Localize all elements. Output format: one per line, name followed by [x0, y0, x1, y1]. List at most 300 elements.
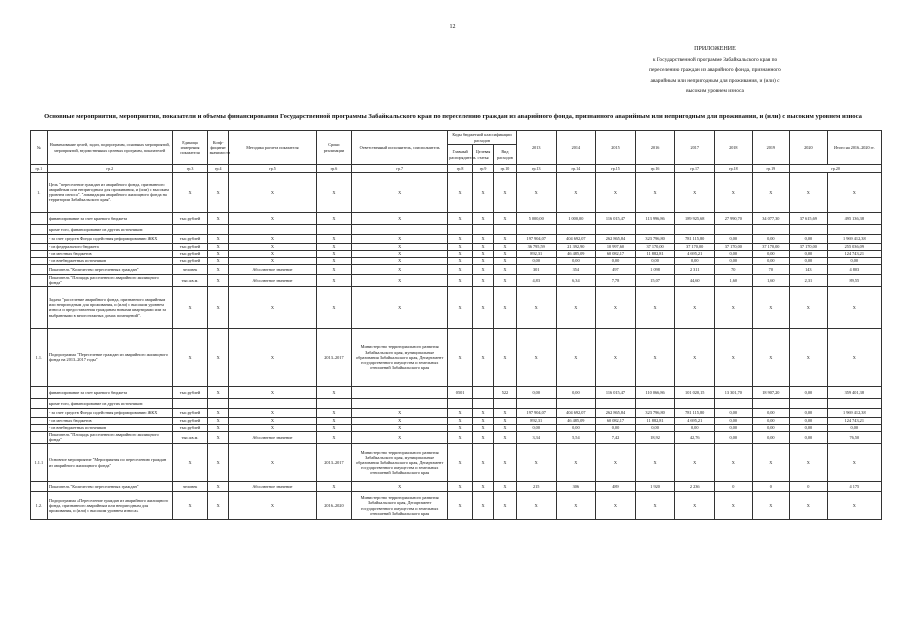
cell-year-value: X [715, 444, 753, 482]
cell-year-value: 3,34 [516, 431, 556, 443]
col-header-resp: Ответственный исполнитель, соисполнитель [352, 131, 448, 165]
cell-year-value: 13 301,70 [715, 386, 753, 398]
table-row [31, 408, 882, 417]
cell-total [827, 224, 881, 234]
cell-n [31, 431, 48, 443]
cell-name: финансирование за счет краевого бюджета [47, 386, 172, 398]
appendix-line: переселению граждан из аварийного фонда, признанного [649, 67, 781, 73]
cell-unit: тыс.кв.м. [172, 274, 207, 286]
cell-unit [172, 224, 207, 234]
cell-year-value: 0,00 [715, 234, 753, 243]
cell-coef: X [208, 264, 229, 274]
col-header-method: Методика расчета показателя [229, 131, 317, 165]
column-number-row [31, 165, 882, 173]
cell-s: X [473, 257, 494, 264]
cell-year-value: 0,00 [752, 417, 790, 424]
col-header-total: Итого на 2016–2020 гг. [827, 131, 881, 165]
cell-year-value: 0,00 [715, 250, 753, 257]
cell-year-value: 404 692,07 [556, 408, 596, 417]
cell-year-value: X [596, 286, 636, 328]
cell-s: X [473, 417, 494, 424]
cell-year-value [715, 398, 753, 408]
cell-year-value: X [790, 328, 828, 386]
cell-year-value: 0,00 [516, 386, 556, 398]
column-number: гр.20 [790, 165, 882, 173]
cell-year-value: 189 925,68 [675, 212, 715, 224]
cell-total: X [827, 492, 881, 520]
cell-year-value: X [635, 492, 675, 520]
cell-year-value: X [715, 492, 753, 520]
cell-term: X [316, 172, 351, 212]
cell-resp: X [352, 424, 448, 431]
cell-term: X [316, 424, 351, 431]
cell-year-value: 37 170,00 [675, 243, 715, 250]
cell-n [31, 398, 48, 408]
cell-method: X [229, 250, 317, 257]
cell-s: X [473, 264, 494, 274]
cell-year-value [516, 224, 556, 234]
cell-year-value: 18,92 [635, 431, 675, 443]
cell-year-value: X [635, 444, 675, 482]
cell-coef [208, 398, 229, 408]
cell-n [31, 286, 48, 328]
cell-v: X [493, 264, 516, 274]
cell-year-value: X [596, 172, 636, 212]
cell-year-value: 4 695,21 [675, 417, 715, 424]
cell-total: X [827, 286, 881, 328]
cell-year-value: X [752, 172, 790, 212]
cell-year-value: 70 [752, 264, 790, 274]
cell-year-value: 34 077,30 [752, 212, 790, 224]
cell-year-value: 0,00 [790, 408, 828, 417]
cell-year-value: 11 882,81 [635, 417, 675, 424]
cell-year-value [675, 224, 715, 234]
cell-year-value: 1 920 [635, 482, 675, 492]
cell-total: X [827, 444, 881, 482]
cell-name: Задача "расселение аварийного фонда, признанного аварийным или непригодным для проживания, и (или) с высоким уровнем износа и предоставления гражданам новыми квартирами или за выбранными в многоэтажных домах помещений". [47, 286, 172, 328]
cell-year-value: X [516, 328, 556, 386]
cell-total: 124 743,21 [827, 250, 881, 257]
cell-n [31, 224, 48, 234]
col-header-year: 2019 [752, 131, 790, 165]
cell-method: Абсолютное значение [229, 264, 317, 274]
cell-year-value: 15,07 [635, 274, 675, 286]
cell-resp: X [352, 408, 448, 417]
cell-year-value: 60 082,17 [596, 250, 636, 257]
cell-s: X [473, 431, 494, 443]
table-row [31, 257, 882, 264]
cell-year-value: 116 015,47 [596, 386, 636, 398]
appendix-line: к Государственной программе Забайкальского края по [652, 56, 778, 63]
cell-year-value: 0,00 [790, 417, 828, 424]
cell-g: X [448, 234, 473, 243]
cell-year-value: 489 [596, 482, 636, 492]
table-row [31, 482, 882, 492]
cell-method: X [229, 286, 317, 328]
cell-resp: X [352, 264, 448, 274]
cell-term: X [316, 482, 351, 492]
cell-name: - за счет средств Фонда содействия реформированию ЖКХ [47, 234, 172, 243]
cell-n: 1.1. [31, 328, 48, 386]
cell-resp: X [352, 482, 448, 492]
cell-term: X [316, 264, 351, 274]
cell-year-value: X [635, 172, 675, 212]
cell-year-value: X [752, 328, 790, 386]
cell-term: X [316, 250, 351, 257]
cell-unit: человек [172, 482, 207, 492]
cell-resp: X [352, 250, 448, 257]
cell-year-value: 70 [715, 264, 753, 274]
financing-table [30, 130, 882, 520]
column-number: гр.16 [635, 165, 675, 173]
cell-name: Основное мероприятие "Мероприятия по переселению граждан из аварийного жилищного фонда" [47, 444, 172, 482]
cell-year-value: 404 692,07 [556, 234, 596, 243]
cell-year-value: X [516, 444, 556, 482]
column-number: гр.6 [316, 165, 351, 173]
cell-s: X [473, 492, 494, 520]
cell-v: X [493, 417, 516, 424]
cell-coef: X [208, 492, 229, 520]
cell-g: X [448, 264, 473, 274]
col-header-kbk-article: Целевая статья [473, 145, 494, 165]
cell-year-value: 892,31 [516, 417, 556, 424]
cell-year-value: X [790, 286, 828, 328]
appendix-line: высоким уровнем износа [686, 88, 744, 94]
cell-year-value: 0,00 [715, 408, 753, 417]
cell-resp: X [352, 417, 448, 424]
cell-n [31, 234, 48, 243]
cell-year-value: 0,00 [556, 386, 596, 398]
cell-resp: X [352, 172, 448, 212]
cell-unit: тыс.кв.м. [172, 431, 207, 443]
cell-year-value: X [675, 492, 715, 520]
cell-year-value [752, 398, 790, 408]
cell-year-value: 0,00 [790, 431, 828, 443]
cell-resp: X [352, 234, 448, 243]
cell-name: - из местных бюджетов [47, 417, 172, 424]
cell-v: X [493, 408, 516, 417]
cell-coef: X [208, 444, 229, 482]
column-number: гр.10 [493, 165, 516, 173]
cell-coef: X [208, 243, 229, 250]
cell-method: Абсолютное значение [229, 431, 317, 443]
cell-year-value: X [556, 492, 596, 520]
cell-g: X [448, 328, 473, 386]
cell-year-value: 37 170,00 [752, 243, 790, 250]
cell-n [31, 274, 48, 286]
cell-s: X [473, 408, 494, 417]
cell-n [31, 408, 48, 417]
cell-year-value: X [675, 328, 715, 386]
cell-year-value: 0,00 [752, 250, 790, 257]
cell-unit: человек [172, 264, 207, 274]
cell-n [31, 424, 48, 431]
cell-year-value: X [556, 444, 596, 482]
column-number: гр.14 [556, 165, 596, 173]
cell-s: X [473, 212, 494, 224]
cell-v: X [493, 328, 516, 386]
cell-year-value: 497 [596, 264, 636, 274]
cell-year-value: 262 865,84 [596, 234, 636, 243]
cell-name: Показатель "Количество переселенных граждан" [47, 482, 172, 492]
cell-method: Абсолютное значение [229, 274, 317, 286]
cell-year-value: 143 [790, 264, 828, 274]
cell-year-value: 0,00 [790, 250, 828, 257]
cell-n [31, 212, 48, 224]
cell-year-value: 781 115,80 [675, 234, 715, 243]
col-header-coef: Коэф-фициент значимости [208, 131, 229, 165]
cell-coef: X [208, 257, 229, 264]
cell-term: X [316, 286, 351, 328]
cell-total: X [827, 328, 881, 386]
table-row [31, 243, 882, 250]
cell-name: - из внебюджетных источников [47, 257, 172, 264]
cell-resp: Министерство территориального развития Забайкальского края, Департамент государственного имущества и земельных отношений Забайкальского края [352, 492, 448, 520]
cell-n [31, 264, 48, 274]
cell-year-value: 215 [516, 482, 556, 492]
cell-total: 1 969 412,38 [827, 234, 881, 243]
cell-term: X [316, 417, 351, 424]
cell-year-value: X [715, 172, 753, 212]
cell-resp: X [352, 257, 448, 264]
cell-v: X [493, 172, 516, 212]
cell-method [229, 398, 317, 408]
cell-coef: X [208, 482, 229, 492]
table-row [31, 274, 882, 286]
cell-year-value [596, 224, 636, 234]
cell-term: 2016–2020 [316, 492, 351, 520]
cell-year-value [596, 398, 636, 408]
cell-year-value: 0,00 [790, 234, 828, 243]
cell-s: X [473, 250, 494, 257]
column-number: гр.9 [473, 165, 494, 173]
cell-v: X [493, 274, 516, 286]
cell-year-value: X [556, 286, 596, 328]
cell-coef: X [208, 417, 229, 424]
cell-unit: тыс.рублей [172, 386, 207, 398]
cell-year-value [752, 224, 790, 234]
column-number: гр.19 [752, 165, 790, 173]
cell-year-value: X [516, 172, 556, 212]
cell-term: X [316, 212, 351, 224]
document-title: Основные мероприятия, мероприятия, показатели и объемы финансирования Государственной программы Забайкальского края по переселению граждан из аварийного фонда, признанного аварийным или непригодным для проживания, и (или) с высоким уровнем износа [44, 113, 862, 120]
cell-resp: X [352, 212, 448, 224]
cell-total: 495 136,38 [827, 212, 881, 224]
col-header-unit: Единица измерения показателя [172, 131, 207, 165]
cell-s: X [473, 482, 494, 492]
cell-year-value: 306 [556, 482, 596, 492]
cell-coef: X [208, 234, 229, 243]
cell-term: X [316, 274, 351, 286]
cell-term [316, 224, 351, 234]
cell-year-value: 27 990,70 [715, 212, 753, 224]
cell-year-value: 36 795,59 [516, 243, 556, 250]
col-header-kbk-main: Главный распорядитель [448, 145, 473, 165]
cell-unit: тыс.рублей [172, 212, 207, 224]
cell-year-value: 0,00 [790, 424, 828, 431]
cell-n [31, 482, 48, 492]
cell-g: 0501 [448, 386, 473, 398]
cell-unit: тыс.рублей [172, 234, 207, 243]
cell-year-value: X [752, 444, 790, 482]
cell-year-value: 301 [516, 264, 556, 274]
cell-name: кроме того, финансирование из других источников: [47, 224, 172, 234]
cell-v: 522 [493, 386, 516, 398]
cell-name: Подпрограмма "Переселение граждан из аварийного жилищного фонда на 2013–2017 годы" [47, 328, 172, 386]
cell-v: X [493, 243, 516, 250]
cell-year-value: 2,31 [790, 274, 828, 286]
cell-year-value: 37 615,69 [790, 212, 828, 224]
table-row [31, 431, 882, 443]
cell-year-value: 6,34 [556, 274, 596, 286]
cell-year-value: 21 392,90 [556, 243, 596, 250]
cell-year-value: 0,00 [790, 257, 828, 264]
table-row [31, 172, 882, 212]
cell-year-value: 323 796,80 [635, 234, 675, 243]
cell-year-value: 354 [556, 264, 596, 274]
cell-resp [352, 224, 448, 234]
cell-coef: X [208, 328, 229, 386]
cell-n: 1.1.1 [31, 444, 48, 482]
cell-year-value: 0 [752, 482, 790, 492]
cell-v: X [493, 431, 516, 443]
cell-unit: X [172, 328, 207, 386]
table-row [31, 444, 882, 482]
cell-method: X [229, 172, 317, 212]
cell-name: - за счет средств Фонда содействия реформированию ЖКХ [47, 408, 172, 417]
cell-n [31, 257, 48, 264]
col-header-term: Сроки реализации [316, 131, 351, 165]
cell-coef [208, 224, 229, 234]
col-header-kbk-type: Вид расходов [493, 145, 516, 165]
column-number: гр.18 [715, 165, 753, 173]
cell-total: 0,00 [827, 424, 881, 431]
table-row [31, 492, 882, 520]
cell-resp: X [352, 431, 448, 443]
col-header-year: 2014 [556, 131, 596, 165]
cell-unit: тыс.рублей [172, 408, 207, 417]
column-number: гр.7 [352, 165, 448, 173]
cell-year-value: 0,00 [516, 257, 556, 264]
cell-year-value [635, 398, 675, 408]
cell-g: X [448, 212, 473, 224]
cell-method: X [229, 234, 317, 243]
cell-g: X [448, 482, 473, 492]
cell-name: Показатель "Площадь расселенного аварийного жилищного фонда" [47, 431, 172, 443]
cell-year-value: 46 485,09 [556, 250, 596, 257]
column-number: гр.2 [47, 165, 172, 173]
cell-name: финансирование за счет краевого бюджета [47, 212, 172, 224]
table-row [31, 250, 882, 257]
column-number: гр.5 [229, 165, 317, 173]
cell-year-value: X [752, 492, 790, 520]
cell-method: X [229, 212, 317, 224]
cell-year-value: 5,54 [556, 431, 596, 443]
cell-g [448, 398, 473, 408]
cell-year-value: 0,00 [752, 408, 790, 417]
cell-unit: X [172, 286, 207, 328]
cell-v: X [493, 250, 516, 257]
cell-year-value [516, 398, 556, 408]
cell-v: X [493, 444, 516, 482]
cell-coef: X [208, 250, 229, 257]
cell-v [493, 398, 516, 408]
cell-term: X [316, 408, 351, 417]
cell-n: 1. [31, 172, 48, 212]
cell-s: X [473, 172, 494, 212]
cell-resp: X [352, 286, 448, 328]
cell-n [31, 417, 48, 424]
cell-name: - из местных бюджетов [47, 250, 172, 257]
column-number: гр.13 [516, 165, 556, 173]
cell-g: X [448, 417, 473, 424]
cell-coef: X [208, 286, 229, 328]
cell-year-value: 0,00 [556, 424, 596, 431]
cell-g: X [448, 492, 473, 520]
cell-s: X [473, 424, 494, 431]
cell-year-value [790, 398, 828, 408]
cell-method: X [229, 386, 317, 398]
col-header-name: Наименование целей, задач, подпрограмм, основных мероприятий, мероприятий, ведомственных целевых программ, показателей [47, 131, 172, 165]
cell-total: 1 969 412,38 [827, 408, 881, 417]
cell-year-value: 116 015,47 [596, 212, 636, 224]
cell-s [473, 224, 494, 234]
cell-year-value [556, 224, 596, 234]
cell-s: X [473, 274, 494, 286]
cell-method: Абсолютное значение [229, 482, 317, 492]
cell-year-value: 0,00 [715, 431, 753, 443]
table-row [31, 212, 882, 224]
cell-year-value: 0,00 [715, 417, 753, 424]
cell-name: Показатель "Площадь расселенного аварийного жилищного фонда" [47, 274, 172, 286]
cell-year-value: 0,00 [752, 257, 790, 264]
column-number: гр.1 [31, 165, 48, 173]
cell-g: X [448, 257, 473, 264]
cell-name: Цель "переселение граждан из аварийного фонда, признанного аварийным или непригодным для проживания, и (или) с высоким уровнем износа". "ликвидация аварийного жилищного фонда на территории Забайкальского края". [47, 172, 172, 212]
cell-year-value: 0,00 [516, 424, 556, 431]
column-number: гр.3 [172, 165, 207, 173]
cell-term: X [316, 243, 351, 250]
cell-year-value: 323 796,80 [635, 408, 675, 417]
col-header-year: 2015 [596, 131, 636, 165]
cell-year-value: 0,00 [635, 257, 675, 264]
cell-name: кроме того, финансирование из других источников: [47, 398, 172, 408]
cell-unit: тыс.рублей [172, 417, 207, 424]
cell-coef: X [208, 386, 229, 398]
column-number: гр.15 [596, 165, 636, 173]
cell-unit: тыс.рублей [172, 257, 207, 264]
cell-year-value: 2 236 [675, 482, 715, 492]
cell-n [31, 386, 48, 398]
cell-total: 0,00 [827, 257, 881, 264]
cell-s: X [473, 444, 494, 482]
cell-year-value: 892,31 [516, 250, 556, 257]
cell-v: X [493, 234, 516, 243]
cell-year-value: 18 907,20 [752, 386, 790, 398]
column-number: гр.4 [208, 165, 229, 173]
cell-resp: X [352, 274, 448, 286]
cell-resp: Министерство территориального развития Забайкальского края, муниципальные образования Забайкальского края, Департамент государственного имущества и земельных отношений Забайкальского края [352, 444, 448, 482]
cell-year-value: X [516, 286, 556, 328]
cell-year-value: X [556, 172, 596, 212]
col-header-year: 2018 [715, 131, 753, 165]
cell-g: X [448, 424, 473, 431]
cell-term [316, 398, 351, 408]
cell-method: X [229, 408, 317, 417]
cell-year-value: 7,42 [596, 431, 636, 443]
cell-year-value: 37 170,00 [635, 243, 675, 250]
column-number: гр.8 [448, 165, 473, 173]
